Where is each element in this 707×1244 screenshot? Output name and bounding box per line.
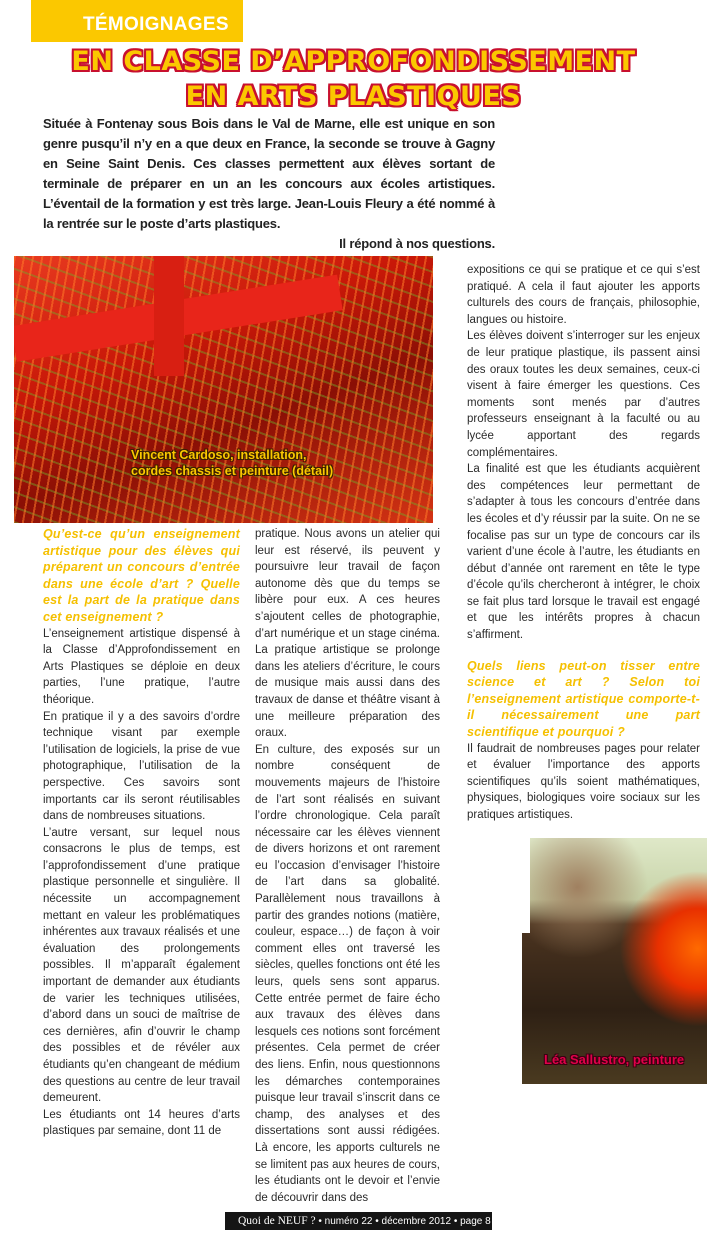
paragraph: expositions ce qui se pratique et ce qui s’est pratiqué. A cela il faut ajouter les apports culturels des cours de français, philosophie, langues ou histoire. (467, 264, 700, 326)
photo-installation (14, 256, 433, 523)
magazine-name: Quoi de NEUF ? (238, 1215, 316, 1228)
paragraph: L’enseignement artistique dispensé à la Classe d’Approfondissement en Arts Plastiques se déploie en deux parties, l’une pratique, l’autre théorique. (43, 627, 240, 706)
article-title-line2: EN ARTS PLASTIQUES (185, 81, 522, 112)
paragraph: Les étudiants ont 14 heures d’arts plastiques par semaine, dont 11 de (43, 1108, 240, 1138)
section-label: TÉMOIGNAGES (83, 14, 229, 35)
right-area (467, 256, 700, 1084)
column-1 (43, 526, 240, 1140)
intro-end: Il répond à nos questions. (339, 236, 495, 251)
paragraph: En culture, des exposés sur un nombre conséquent de mouvements majeurs de l’histoire de l’art sont réalisés en suivant l’ordre chronologique. Cela paraît nécessaire car les élèves viennent de divers horizons et ont rarement eu l’occasion d’envisager l’histoire de l’art dans sa globalité. Parallèlement nous travaillons à partir des grandes notions (matière, couleur, espace…) de façon à voir comment elles ont traversé les siècles, quelles fonctions ont été les leurs, quels sens sont apparus. Cette entrée permet de faire écho aux travaux des élèves dans lesquels ces notions sont forcément présentes. Cela permet de créer des liens. Enfin, nous questionnons les démarches contemporaines puisque leur travail s’inscrit dans ce champ, des analyses et des dissertations sont aussi rédigées. Là encore, les apports culturels ne se limitent pas aux heures de cours, les étudiants ont le devoir et l’envie de découvrir dans des (255, 743, 440, 1204)
column-2 (255, 526, 440, 1206)
column-3 (467, 262, 700, 824)
page-header (0, 0, 707, 114)
question-1: Qu’est-ce qu’un enseignement artistique pour des élèves qui préparent un concours d’entrée dans une école d’art ? Quelle est la part de la pratique dans cet enseignement ? (43, 527, 240, 624)
paragraph: En pratique il y a des savoirs d’ordre technique visant par exemple l’utilisation de logiciels, la prise de vue photographique, l’utilisation de la perspective. Ces savoirs sont importants car ils seront réutilisables dans de nombreuses situations. (43, 710, 240, 823)
paragraph: Les élèves doivent s’interroger sur les enjeux de leur pratique plastique, ils passent ainsi des oraux toutes les deux semaines, ceux-ci visent à faire émerger les questions. Ces moments sont menés par d’autres professeurs enseignant à la faculté ou au lycée apportant des regards complémentaires. (467, 330, 700, 459)
section-tab (31, 0, 243, 42)
issue-info: • numéro 22 • décembre 2012 • page 8 (315, 1216, 491, 1228)
caption-line: Vincent Cardoso, installation, (131, 448, 307, 462)
article-title-line1: EN CLASSE D’APPROFONDISSEMENT (71, 46, 636, 77)
photo-caption-1 (131, 447, 333, 479)
left-area (0, 256, 440, 1206)
caption-line: cordes chassis et peinture (détail) (131, 464, 334, 478)
paragraph: L’autre versant, sur lequel nous consacrons le plus de temps, est l’approfondissement d’une pratique plastique personnelle et singulière. Il nécessite un accompagnement mettant en valeur les problématiques inhérentes aux travaux réalisés et une évaluation des prolongements possibles. Il m’apparaît également important de demander aux étudiants de varier les techniques utilisées, d’abord dans un souci de maîtrise de ces dernières, afin d’ouvrir le champ des possibles et de révéler aux étudiants qu’en changeant de médium des questions au centre de leur travail demeurent. (43, 826, 240, 1105)
paragraph: La finalité est que les étudiants acquièrent des compétences leur permettant de s’adapter à tous les concours d’entrée dans les écoles et d’y réussir par la suite. On ne se focalise pas sur un type de concours car ils varient d’une école à l’autre, les étudiants en début d’année ont rarement en tête le type d’école qu’ils chercheront à intégrer, le choix se fait plus tard lorsque le travail est engagé et que les intérêts propres à chacun s’affirment. (467, 463, 700, 642)
photo-caption-2: Léa Sallustro, peinture (544, 1051, 685, 1067)
columns (0, 526, 440, 1206)
paragraph: Il faudrait de nombreuses pages pour relater et évaluer l’importance des apports scientifiques qu’ils soient mathématiques, physiques, biologiques voire sociaux sur les pratiques artistiques. (467, 742, 700, 821)
article-body (0, 256, 707, 1206)
intro-text: Située à Fontenay sous Bois dans le Val de Marne, elle est unique en son genre pusqu’il n’y en a que deux en France, la seconde se trouve à Gagny en Seine Saint Denis. Ces classes permettent aux élèves sortant de terminale de préparer en un an les concours aux écoles artistiques. L’éventail de la formation y est très large. Jean-Louis Fleury a été nommé à la rentrée sur le poste d’arts plastiques. (43, 116, 495, 231)
question-2: Quels liens peut-on tisser entre science et art ? Selon toi l’enseignement artistique comporte-t-il nécessairement une part scientifique et pourquoi ? (467, 658, 700, 740)
paragraph: pratique. Nous avons un atelier qui leur est réservé, ils peuvent y poursuivre leur travail de façon autonome dès que du temps se libère pour eux. A ces heures s’ajoutent celles de photographie, d’art numérique et un stage cinéma. La pratique artistique se prolonge dans les ateliers d’écriture, le cours de musique mais aussi dans des travaux de danse et théâtre visant à une meilleure préparation des oraux. (255, 528, 440, 740)
page-footer (225, 1212, 492, 1230)
photo-painting (522, 838, 707, 1084)
